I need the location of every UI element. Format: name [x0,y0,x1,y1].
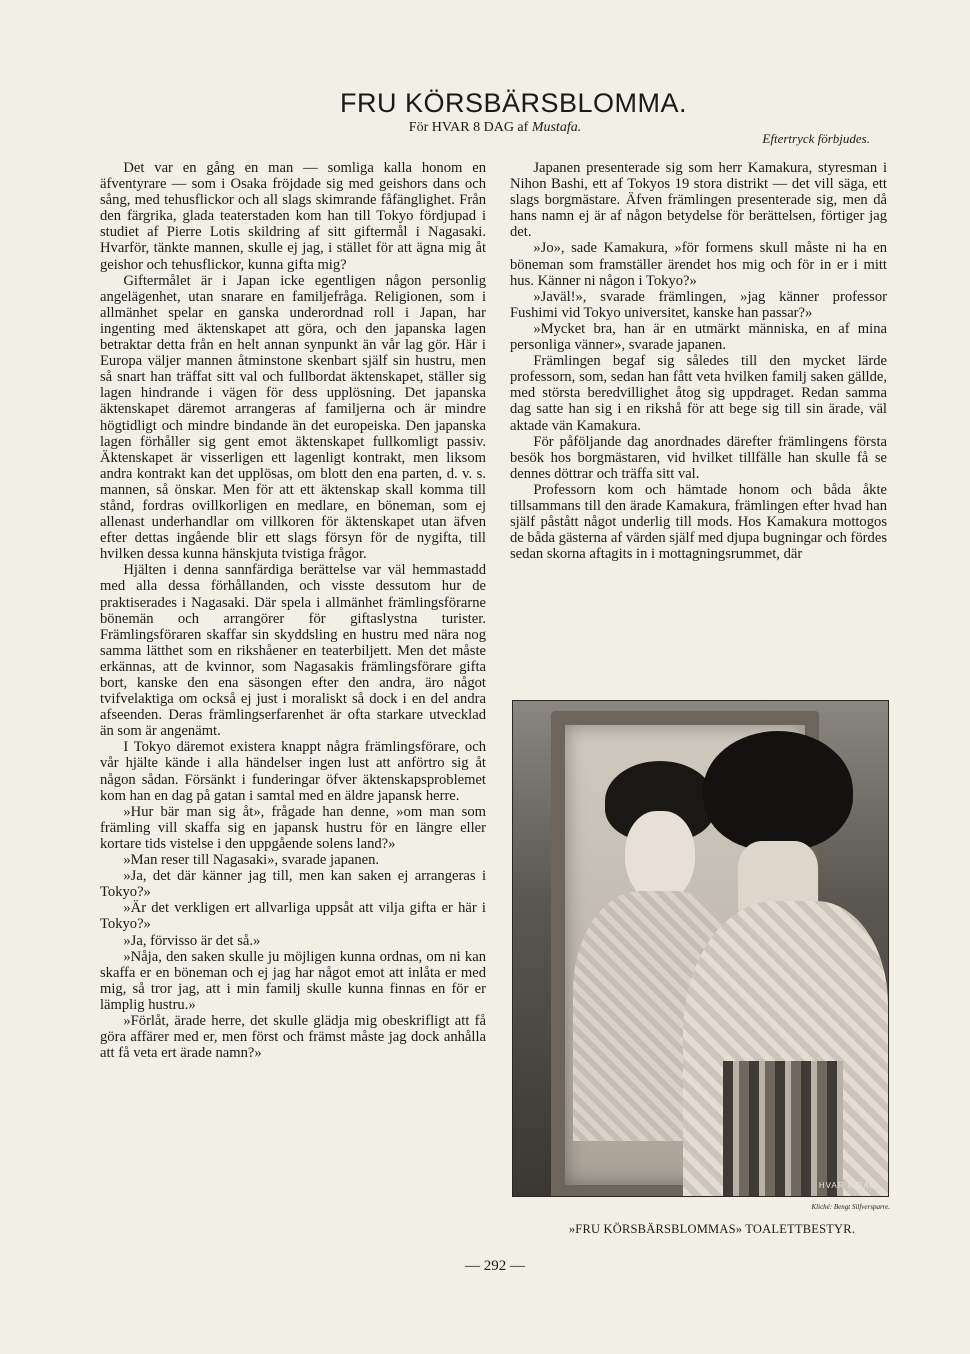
paragraph: Det var en gång en man — somliga kalla honom en äfventyrare — som i Osaka fröjdade sig med geishors dans och sång, med tehusflickor och all slags skimrande fåfänglighet. Från den färgrika, glada teaterstaden kom han till Tokyo fördjupad i studiet af Pierre Lotis skildring af sitt giftermål i Nagasaki. Hvarför, tänkte mannen, skulle ej jag, i stället för att ägna mig åt geishor och tehusflickor, kunna gifta mig? [100,160,486,273]
paragraph: »Hur bär man sig åt», frågade han denne, »om man som främling vill skaffa sig en japansk hustru för en längre eller kortare tids vistelse i den uppgående solens land?» [100,803,486,852]
right-column [510,160,887,562]
paragraph: »Är det verkligen ert allvarliga uppsåt att vilja gifta er här i Tokyo?» [100,900,486,933]
reflection-face [625,811,695,903]
paragraph: I Tokyo däremot existera knappt några främlingsförare, och vår hjälte kände i alla händelser ingen lust att anförtro sig åt någon sådan. Försänkt i funderingar öfver äktenskapsproblemet kom han en dag på gatan i samtal med en äldre japansk herre. [100,739,486,804]
paragraph: »Nåja, den saken skulle ju möjligen kunna ordnas, om ni kan skaffa er en böneman och ej jag har något emot att inlåta er med mig, så tror jag, att i min familj skulle kunna finnas en för er lämplig hustru.» [100,948,486,1013]
byline-author: Mustafa. [531,120,582,135]
woman-obi-sash [723,1061,843,1196]
reprint-notice: Eftertryck förbjudes. [762,131,870,146]
paragraph: »Ja, det där känner jag till, men kan saken ej arrangeras i Tokyo?» [100,868,486,901]
paragraph: Främlingen begaf sig således till den mycket lärde professorn, som, sedan han fått veta hvilken familj saken gällde, med största beredvillighet åtog sig uppdraget. Redan samma dag satte han sig i en rikshå för att bege sig till sin ärade, väl aktade vän Kamakura. [510,353,887,434]
paragraph: »Förlåt, ärade herre, det skulle glädja mig obeskrifligt att få göra affärer med er, men först och främst måste jag dock anhålla att få veta ert ärade namn?» [100,1012,486,1062]
paragraph: »Javäl!», svarade främlingen, »jag känner professor Fushimi vid Tokyo universitet, kanske han passar?» [510,288,887,321]
paragraph: »Mycket bra, han är en utmärkt människa, en af mina personliga vänner», svarade japanen. [510,320,887,354]
byline-prefix: För HVAR 8 DAG af [408,120,532,135]
paragraph: Professorn kom och hämtade honom och båda åkte tillsammans till den ärade Kamakura, främlingen efter hvad han själf påstått något underlig till mods. Hos Kamakura mottogos de båda gästerna af värden själf med djupa bugningar och fördes sedan skorna aftagits in i mottagningsrummet, där [510,481,887,563]
woman-hair [703,731,853,851]
paragraph: Giftermålet är i Japan icke egentligen någon personlig angelägenhet, utan snarare en familjefråga. Religionen, som i allmänhet spelar en ganska underordnad roll i Japan, har ingenting med äktenskapet att göra, och den japanska lagen betraktar detta från en helt annan synpunkt än vår lag gör. Här i Europa väljer mannen åtminstone skenbart själf sin hustru, men så snart han träffat sitt val och fullbordat äktenskapet, ställer sig lagen hindrande i vägen för dess upplösning. Det japanska äktenskapet däremot arrangeras af familjerna och är mindre högtidligt och mindre bindande än det europeiska. Den japanska lagen förhåller sig gent emot äktenskapet fullkomligt passiv. Äktenskapet är visserligen ett lagenligt kontrakt, men liksom andra kontrakt kan det upplösas, om blott den ena parten, d. v. s. mannen, så önskar. Men för att ett äktenskap skall komma till stånd, fordras ovillkorligen en medlare, en böneman, som ej allenast underhandlar om villkoren för äktenskapet utan äfven efter dettas ingående blir ett slags försyn för de nygifta, till hvilken dessa kunna hänskjuta tvistiga frågor. [100,272,486,563]
paragraph: »Ja, förvisso är det så.» [123,932,261,949]
photo-credit: Kliché: Bengt Silfversparre. [811,1203,890,1211]
paragraph: Hjälten i denna sannfärdiga berättelse var väl hemmastadd med alla dessa förhållanden, och visste dessutom hur de praktiserades i Nagasaki. Där spela i allmänhet främlingsförarne bönemän och arrangörer för giftaslystna turister. Främlingsföraren skaffar sin skyddsling en hustru med nära nog samma lätthet som en rikshåener en teaterbiljett. Men det måste erkännas, att de kvinnor, som Nagasakis främlingsförare gifta bort, kanske den ena säsongen efter den andra, äro något tvifvelaktiga om också ej just i moraliskt så dock i en del andra afseenden. Deras främlingserfarenhet är ofta starkare utvecklad än som är angenämt. [100,562,486,740]
paragraph: Japanen presenterade sig som herr Kamakura, styresman i Nihon Bashi, ett af Tokyos 19 stora distrikt — det vill säga, ett slags borgmästare. Äfven främlingen presenterade sig, men då hans namn ej är af någon betydelse för berättelsen, förtiger jag det. [510,160,887,241]
article-title: FRU KÖRSBÄRSBLOMMA. [340,88,688,118]
paragraph: För påföljande dag anordnades därefter främlingens första besök hos borgmästaren, vid hvilket tillfälle han skulle få se dennes döttrar och träffa sitt val. [510,433,887,482]
article-byline [360,120,630,136]
photo-watermark: HVAR 8 DAG. [818,1181,880,1190]
paragraph: »Jo», sade Kamakura, »för formens skull måste ni ha en böneman som framställer ärendet hos mig och för in er i mitt hus. Känner ni någon i Tokyo?» [510,240,887,289]
paragraph: »Man reser till Nagasaki», svarade japanen. [123,852,380,869]
photograph-geisha-mirror [512,700,889,1197]
left-column [100,160,486,1061]
photo-caption: »FRU KÖRSBÄRSBLOMMAS» TOALETTBESTYR. [568,1222,856,1236]
page-number: — 292 — [465,1258,525,1274]
